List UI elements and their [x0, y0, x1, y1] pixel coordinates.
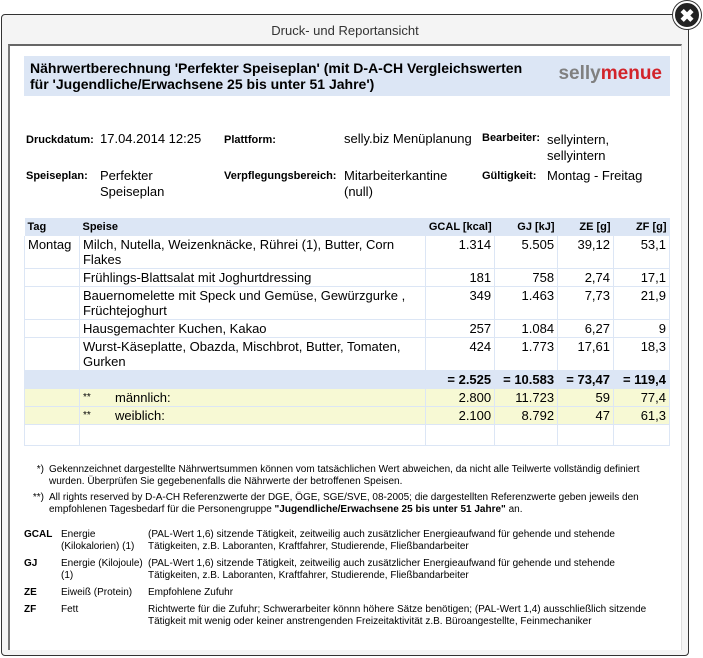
footnote-text: Gekennzeichnet dargestellte Nährwertsummen können vom tatsächlichen Wert abweichen, da nicht alle Teilwerte vollständig definiert wurden. Überprüfen Sie gegebenenfalls die Nährwerte der betroffenen Speisen.: [49, 464, 640, 487]
cell-gj: 1.463: [495, 287, 558, 320]
legend-desc: (PAL-Wert 1,6) sitzende Tätigkeit, zeitweilig auch zusätzlicher Energieaufwand für gehende und stehende Tätigkeiten, z.B. Laboranten, Kraftfahrer, Studierende, Fließbandarbeiter: [148, 558, 615, 581]
cell-ze: 6,27: [558, 320, 614, 338]
legend-abbr: ZE: [24, 587, 37, 598]
close-button[interactable]: [673, 1, 701, 29]
col-header-tag: Tag: [25, 218, 80, 236]
blank-cell: [614, 425, 670, 446]
bearbeiter-label: Bearbeiter:: [482, 132, 541, 144]
report-view[interactable]: [8, 44, 682, 650]
ref-gj: 8.792: [495, 407, 558, 425]
table-row: [25, 236, 670, 269]
ref-mark: **: [82, 410, 91, 421]
cell-ze: 7,73: [558, 287, 614, 320]
legend-desc: (PAL-Wert 1,6) sitzende Tätigkeit, zeitweilig auch zusätzlicher Energieaufwand für gehende und stehende Tätigkeiten, z.B. Laboranten, Kraftfahrer, Studierende, Fließbandarbeiter: [148, 529, 615, 552]
speiseplan-value: Perfekter Speiseplan: [100, 168, 165, 199]
speiseplan-label: Speiseplan:: [26, 170, 88, 182]
cell-speise: Hausgemachter Kuchen, Kakao: [79, 320, 425, 338]
legend-name: Energie (Kilokalorien) (1): [61, 529, 135, 552]
blank-cell: [558, 425, 614, 446]
cell-speise: Bauernomelette mit Speck und Gemüse, Gewürzgurke , Früchtejoghurt: [79, 287, 425, 320]
verpflegung-value: Mitarbeiterkantine (null): [344, 168, 448, 199]
ref-label: männlich:: [114, 390, 171, 405]
col-header-zf: ZF [g]: [614, 218, 670, 236]
cell-tag: [25, 287, 80, 320]
bearbeiter-value: sellyintern, sellyintern: [547, 132, 610, 163]
legend-name: Energie (Kilojoule) (1): [61, 558, 143, 581]
plattform-label: Plattform:: [224, 134, 276, 146]
ref-label: weiblich:: [114, 408, 165, 423]
cell-gcal: 181: [426, 269, 495, 287]
legend-row: [24, 558, 664, 587]
legend-abbr: ZF: [24, 604, 37, 615]
table-header-row: [25, 218, 670, 236]
cell-zf: 21,9: [614, 287, 670, 320]
cell-gcal: 257: [426, 320, 495, 338]
ref-label-cell: [79, 389, 425, 407]
ref-empty: [25, 407, 80, 425]
gueltigkeit-value: Montag - Freitag: [547, 168, 643, 183]
blank-row: [25, 425, 670, 446]
cell-speise: Milch, Nutella, Weizenknäcke, Rührei (1), Butter, Corn Flakes: [79, 236, 425, 269]
legend-row: [24, 604, 664, 633]
legend-desc: Empfohlene Zufuhr: [148, 587, 234, 598]
cell-zf: 53,1: [614, 236, 670, 269]
footnote-text-after: an.: [505, 504, 523, 515]
cell-gcal: 1.314: [426, 236, 495, 269]
footnote-text: [49, 492, 664, 516]
col-header-ze: ZE [g]: [558, 218, 614, 236]
footnote-1: [24, 464, 664, 488]
col-header-speise: Speise: [79, 218, 425, 236]
cell-zf: 18,3: [614, 338, 670, 371]
sum-row: [25, 371, 670, 389]
legend-desc: Richtwerte für die Zufuhr; Schwerarbeiter könnn höhere Sätze benötigen; (PAL-Wert 1,4) ausschließlich sitzende Tätigkeit mit wenig oder keiner anstrengenden Freizeitaktivität z.B. Büroangestellte, Feinmechaniker: [148, 604, 647, 627]
sum-ze: = 73,47: [558, 371, 614, 389]
cell-gj: 5.505: [495, 236, 558, 269]
logo-part-menue: menue: [600, 63, 662, 84]
blank-cell: [426, 425, 495, 446]
cell-tag: [25, 320, 80, 338]
logo-part-selly: selly: [558, 63, 601, 84]
reference-row-male: [25, 389, 670, 407]
cell-zf: 17,1: [614, 269, 670, 287]
legend-name: Fett: [61, 604, 79, 615]
cell-gcal: 424: [426, 338, 495, 371]
dialog-title: Druck- und Reportansicht: [271, 23, 419, 38]
nutrition-table: [24, 218, 670, 446]
sum-empty: [79, 371, 425, 389]
cell-tag: [25, 269, 80, 287]
report-dialog: [1, 14, 689, 656]
cell-tag: Montag: [25, 236, 80, 269]
table-row: [25, 338, 670, 371]
plattform-value: selly.biz Menüplanung: [344, 131, 472, 146]
footnotes: [24, 464, 664, 520]
ref-mark: **: [82, 392, 91, 403]
ref-zf: 61,3: [614, 407, 670, 425]
report-title: Nährwertberechnung 'Perfekter Speiseplan' (mit D-A-CH Vergleichswerten für 'Jugendliche/Erwachsene 25 bis unter 51 Jahre'): [30, 60, 523, 92]
legend-abbr: GCAL: [24, 529, 53, 540]
table-row: [25, 269, 670, 287]
ref-zf: 77,4: [614, 389, 670, 407]
table-row: [25, 287, 670, 320]
abbreviation-legend: [24, 529, 664, 633]
footnote-mark: **): [32, 492, 44, 503]
sum-empty: [25, 371, 80, 389]
legend-name: Eiweiß (Protein): [61, 587, 133, 598]
footnote-text-before: All rights reserved by D-A-CH Referenzwerte der DGE, ÖGE, SGE/SVE, 08-2005; die dargestellten Referenzwerte geben jeweils den empfohlenen Tagesbedarf für die Personengruppe: [49, 492, 639, 515]
cell-gj: 1.084: [495, 320, 558, 338]
legend-row: [24, 529, 664, 558]
ref-empty: [25, 389, 80, 407]
cell-speise: Wurst-Käseplatte, Obazda, Mischbrot, Butter, Tomaten, Gurken: [79, 338, 425, 371]
sum-zf: = 119,4: [614, 371, 670, 389]
cell-tag: [25, 338, 80, 371]
ref-ze: 47: [558, 407, 614, 425]
cell-gcal: 349: [426, 287, 495, 320]
ref-gcal: 2.100: [426, 407, 495, 425]
legend-abbr: GJ: [24, 558, 38, 569]
cell-speise: Frühlings-Blattsalat mit Joghurtdressing: [79, 269, 425, 287]
ref-label-cell: [79, 407, 425, 425]
legend-row: [24, 587, 664, 604]
cell-gj: 758: [495, 269, 558, 287]
cell-zf: 9: [614, 320, 670, 338]
reference-row-female: [25, 407, 670, 425]
footnote-mark: *): [36, 464, 44, 475]
gueltigkeit-label: Gültigkeit:: [482, 170, 537, 182]
col-header-gj: GJ [kJ]: [495, 218, 558, 236]
close-icon: ✖: [679, 6, 695, 26]
col-header-gcal: GCAL [kcal]: [426, 218, 495, 236]
blank-cell: [25, 425, 80, 446]
table-row: [25, 320, 670, 338]
cell-ze: 17,61: [558, 338, 614, 371]
blank-cell: [79, 425, 425, 446]
blank-cell: [495, 425, 558, 446]
druckdatum-label: Druckdatum:: [26, 134, 94, 146]
footnote-text-bold: "Jugendliche/Erwachsene 25 bis unter 51 Jahre": [274, 504, 506, 515]
report-header: [24, 56, 670, 96]
ref-gj: 11.723: [495, 389, 558, 407]
cell-ze: 39,12: [558, 236, 614, 269]
cell-gj: 1.773: [495, 338, 558, 371]
sellymenue-logo: [558, 63, 662, 85]
footnote-2: [24, 492, 664, 516]
sum-gj: = 10.583: [495, 371, 558, 389]
druckdatum-value: 17.04.2014 12:25: [100, 131, 202, 146]
ref-gcal: 2.800: [426, 389, 495, 407]
cell-ze: 2,74: [558, 269, 614, 287]
ref-ze: 59: [558, 389, 614, 407]
verpflegung-label: Verpflegungsbereich:: [224, 170, 337, 182]
sum-gcal: = 2.525: [426, 371, 495, 389]
